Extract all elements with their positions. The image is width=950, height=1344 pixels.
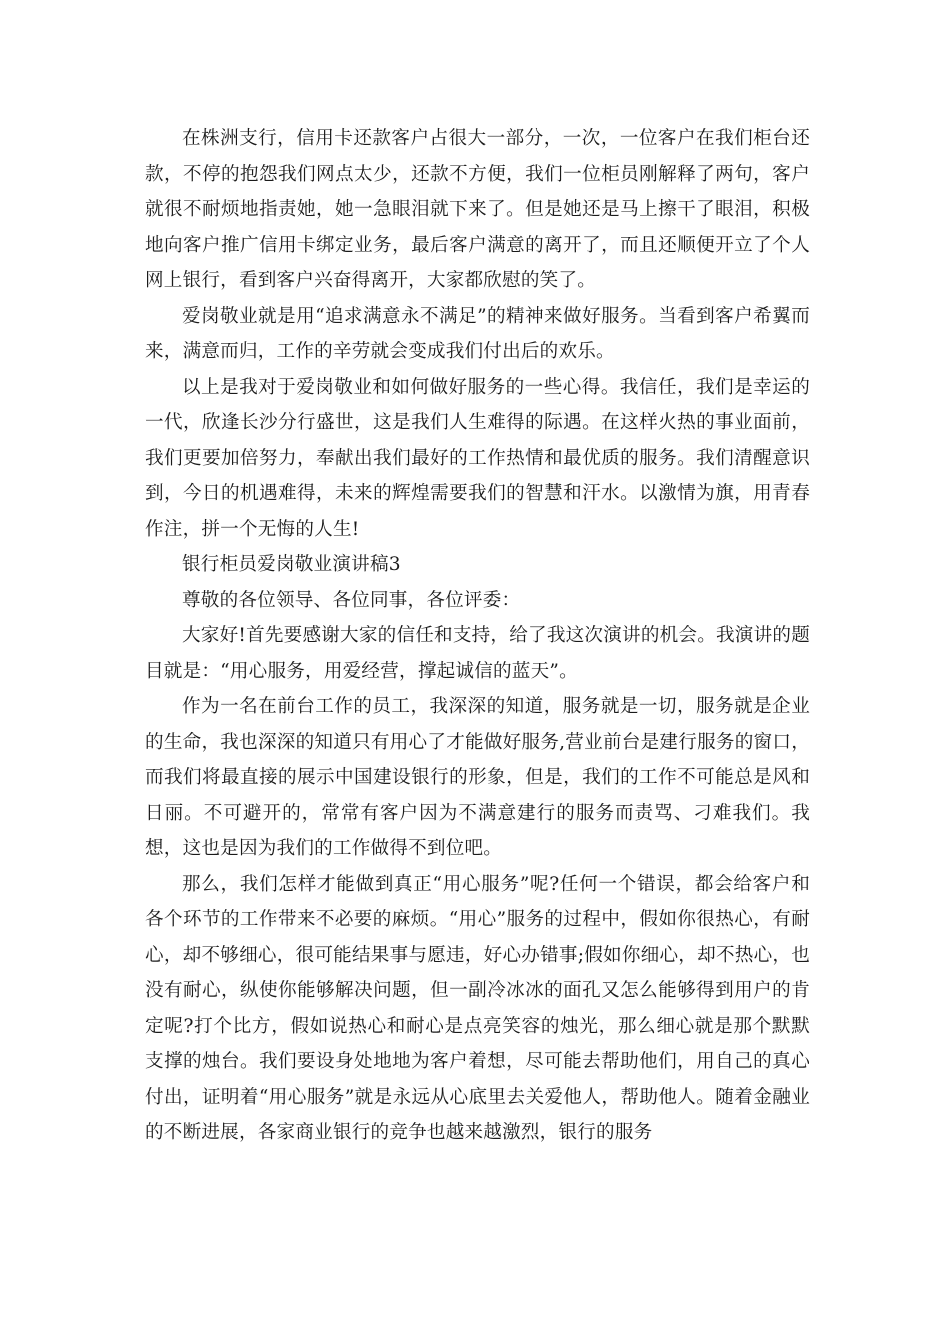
paragraph-attentive-service: 那么，我们怎样才能做到真正“用心服务”呢?任何一个错误，都会给客户和各个环节的工作带来不必要的麻烦。“用心”服务的过程中，假如你很热心，有耐心，却不够细心，很可能结果事与愿违，好心办错事;假如你细心，却不热心，也没有耐心，纵使你能够解决问题，但一副冷冰冰的面孔又怎么能够得到用户的肯定呢?打个比方，假如说热心和耐心是点亮笑容的烛光，那么细心就是那个默默支撑的烛台。我们要设身处地地为客户着想，尽可能去帮助他们，用自己的真心付出，证明着“用心服务”就是永远从心底里去关爱他人，帮助他人。随着金融业的不断进展，各家商业银行的竞争也越来越激烈，银行的服务: [145, 873, 810, 1143]
paragraph-credit-card-story: 在株洲支行，信用卡还款客户占很大一部分，一次，一位客户在我们柜台还款，不停的抱怨我们网点太少，还款不方便，我们一位柜员刚解释了两句，客户就很不耐烦地指责她，她一急眼泪就下来了。但是她还是马上擦干了眼泪，积极地向客户推广信用卡绑定业务，最后客户满意的离开了，而且还顺便开立了个人网上银行，看到客户兴奋得离开，大家都欣慰的笑了。: [145, 128, 810, 291]
paragraph-greeting: 大家好!首先要感谢大家的信任和支持，给了我这次演讲的机会。我演讲的题目就是：“用心服务，用爱经营，撑起诚信的蓝天”。: [145, 625, 810, 682]
paragraph-dedication-meaning: 爱岗敬业就是用“追求满意永不满足”的精神来做好服务。当看到客户希翼而来，满意而归，工作的辛劳就会变成我们付出后的欢乐。: [145, 305, 810, 362]
speech-title: 银行柜员爱岗敬业演讲稿3: [182, 554, 401, 575]
document-body: [145, 121, 810, 1151]
salutation: 尊敬的各位领导、各位同事，各位评委：: [182, 589, 521, 611]
paragraph-front-desk: 作为一名在前台工作的员工，我深深的知道，服务就是一切，服务就是企业的生命，我也深深的知道只有用心了才能做好服务,营业前台是建行服务的窗口，而我们将最直接的展示中国建设银行的形象，但是，我们的工作不可能总是风和日丽。不可避开的，常常有客户因为不满意建行的服务而责骂、刁难我们。我想，这也是因为我们的工作做得不到位吧。: [145, 696, 810, 859]
paragraph-conclusion: 以上是我对于爱岗敬业和如何做好服务的一些心得。我信任，我们是幸运的一代，欣逢长沙分行盛世，这是我们人生难得的际遇。在这样火热的事业面前，我们更要加倍努力，奉献出我们最好的工作热情和最优质的服务。我们清醒意识到，今日的机遇难得，未来的辉煌需要我们的智慧和汗水。以激情为旗，用青春作注，拼一个无悔的人生!: [145, 376, 810, 540]
